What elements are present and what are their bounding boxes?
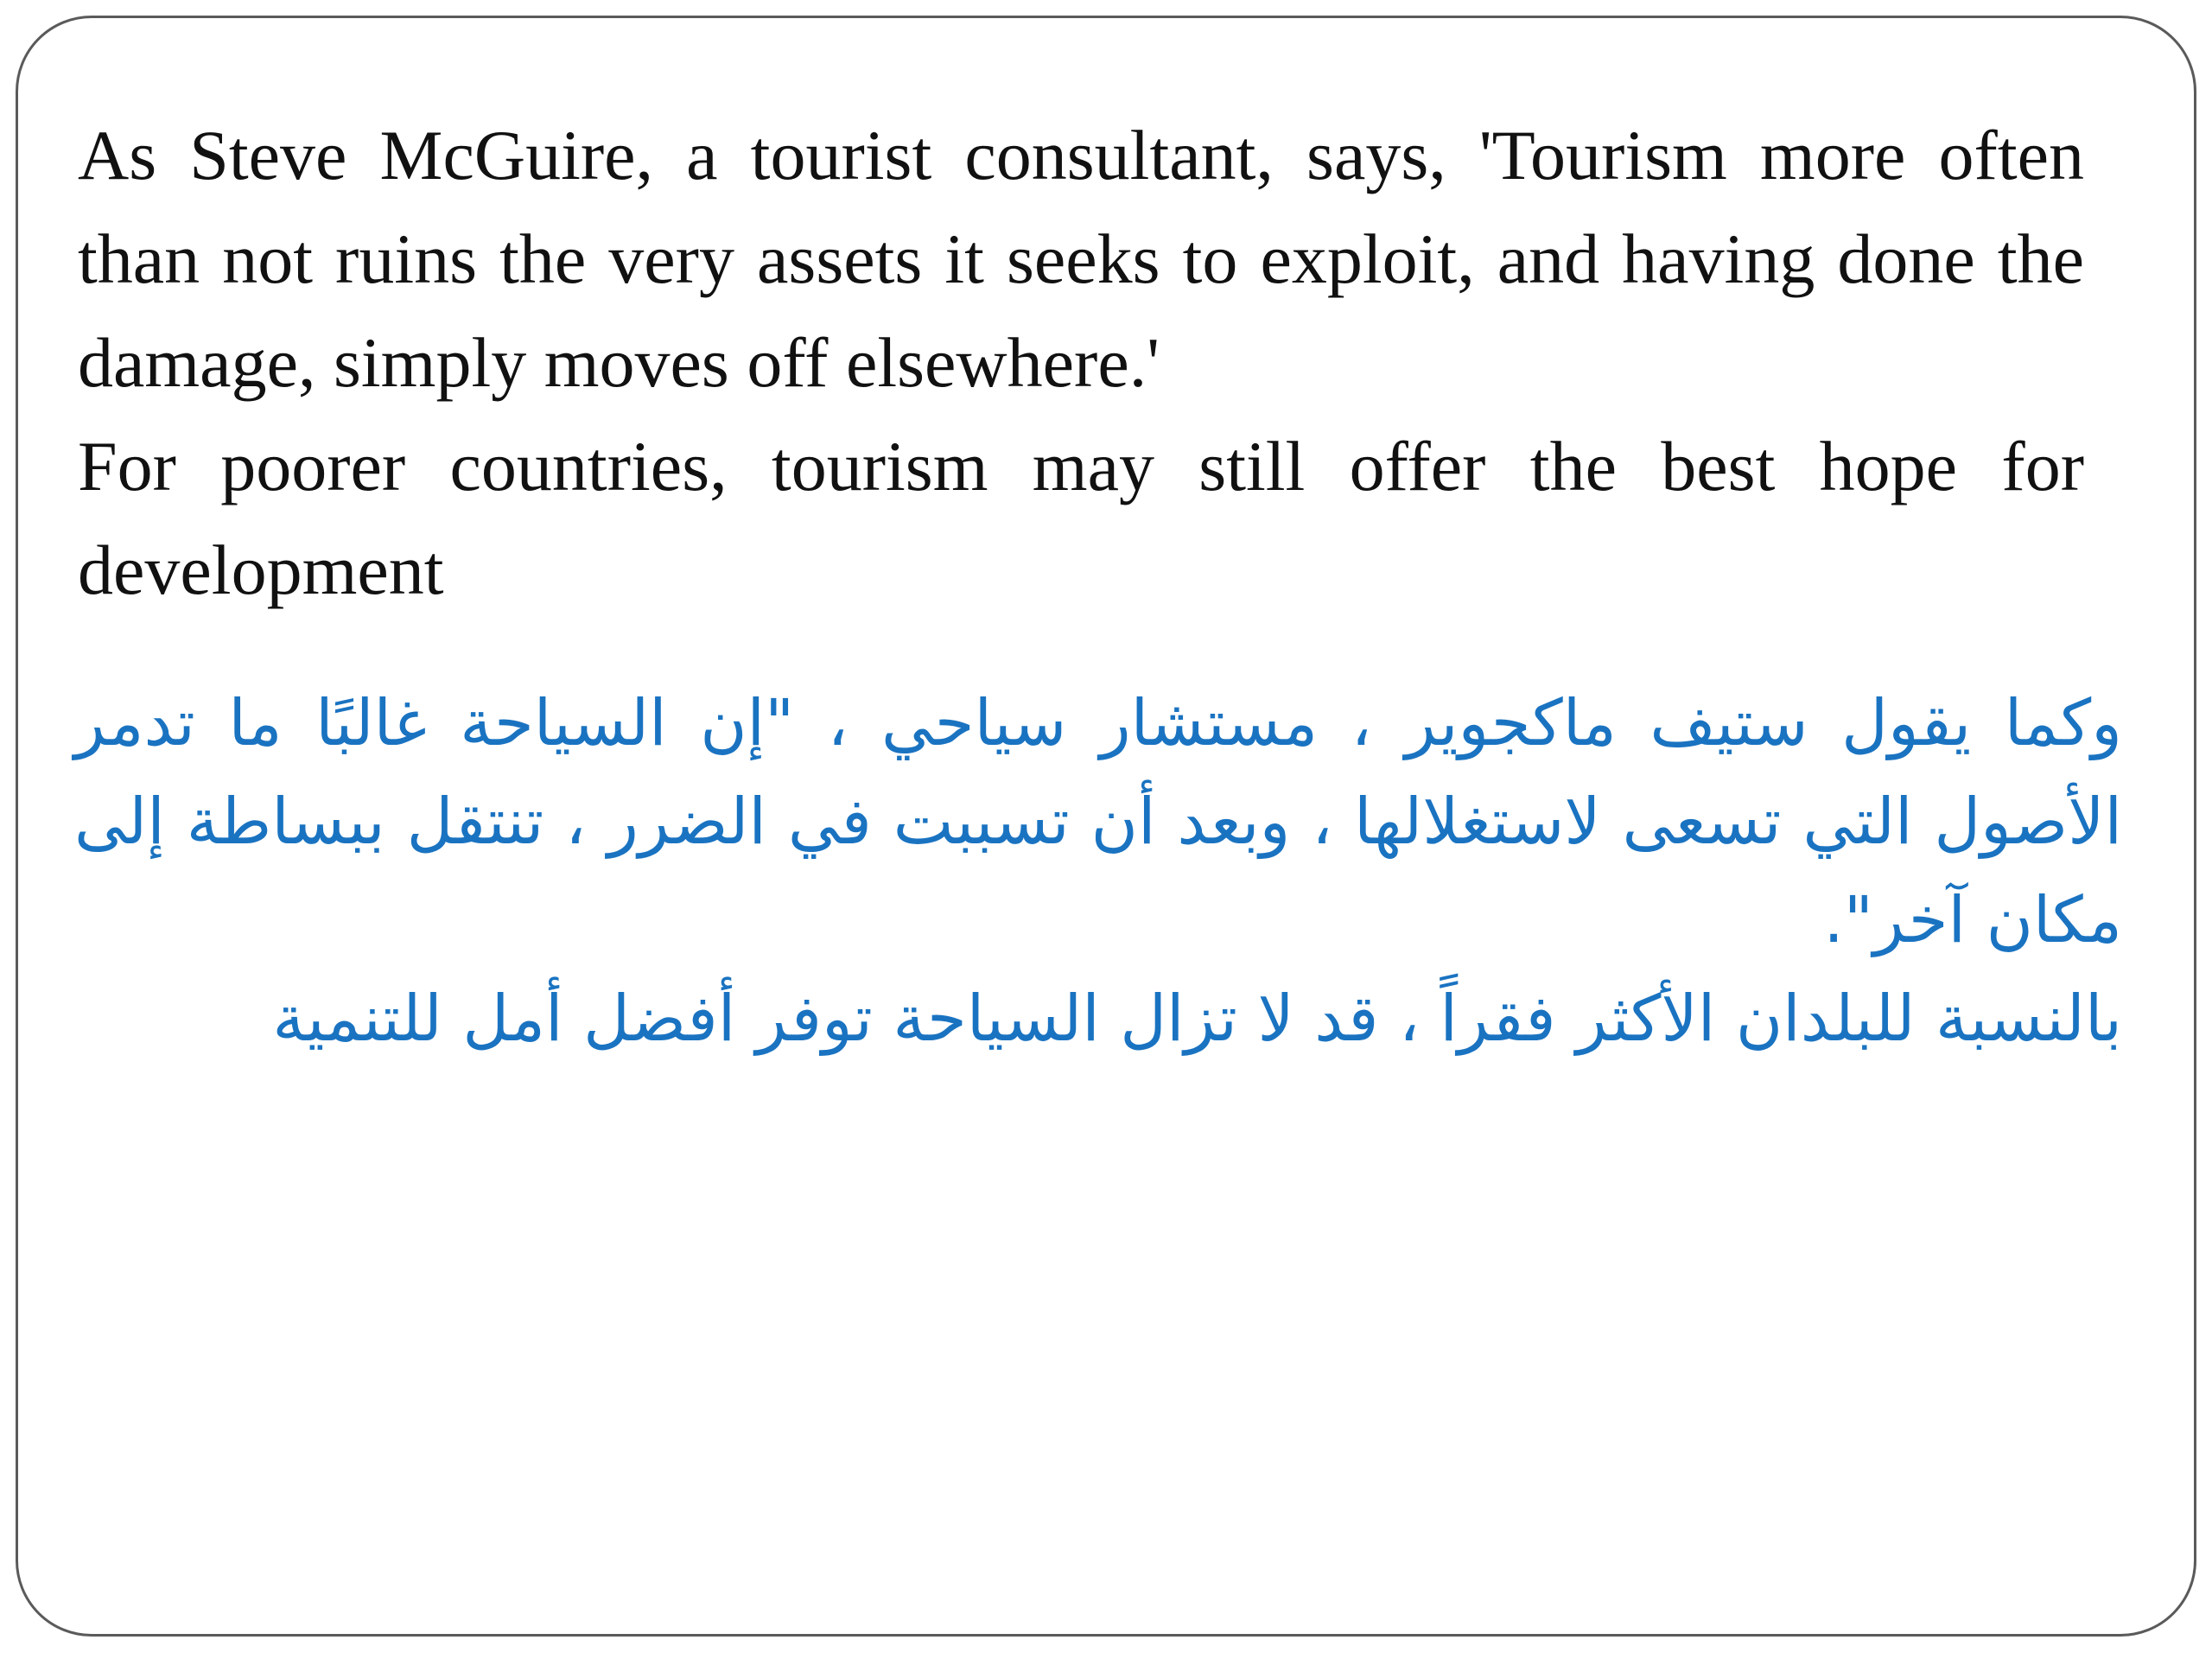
english-quote-paragraph: As Steve McGuire, a tourist consultant, says, 'Tourism more often than not ruins the very assets it seeks to exploit, and having done the damage, simply moves off elsewhere.' — [78, 116, 2084, 402]
english-development-paragraph: For poorer countries, tourism may still offer the best hope for development — [78, 427, 2084, 609]
arabic-development-paragraph: بالنسبة للبلدان الأكثر فقراً ، قد لا تزال السياحة توفر أفضل أمل للتنمية — [272, 982, 2122, 1056]
arabic-text-block — [74, 674, 2122, 1068]
arabic-quote-paragraph: وكما يقول ستيف ماكجوير ، مستشار سياحي ، "إن السياحة غالبًا ما تدمر الأصول التي تسعى لاستغلالها ، وبعد أن تسببت في الضرر ، تنتقل ببساطة إلى مكان آخر". — [74, 686, 2122, 957]
english-text-block — [78, 104, 2084, 622]
